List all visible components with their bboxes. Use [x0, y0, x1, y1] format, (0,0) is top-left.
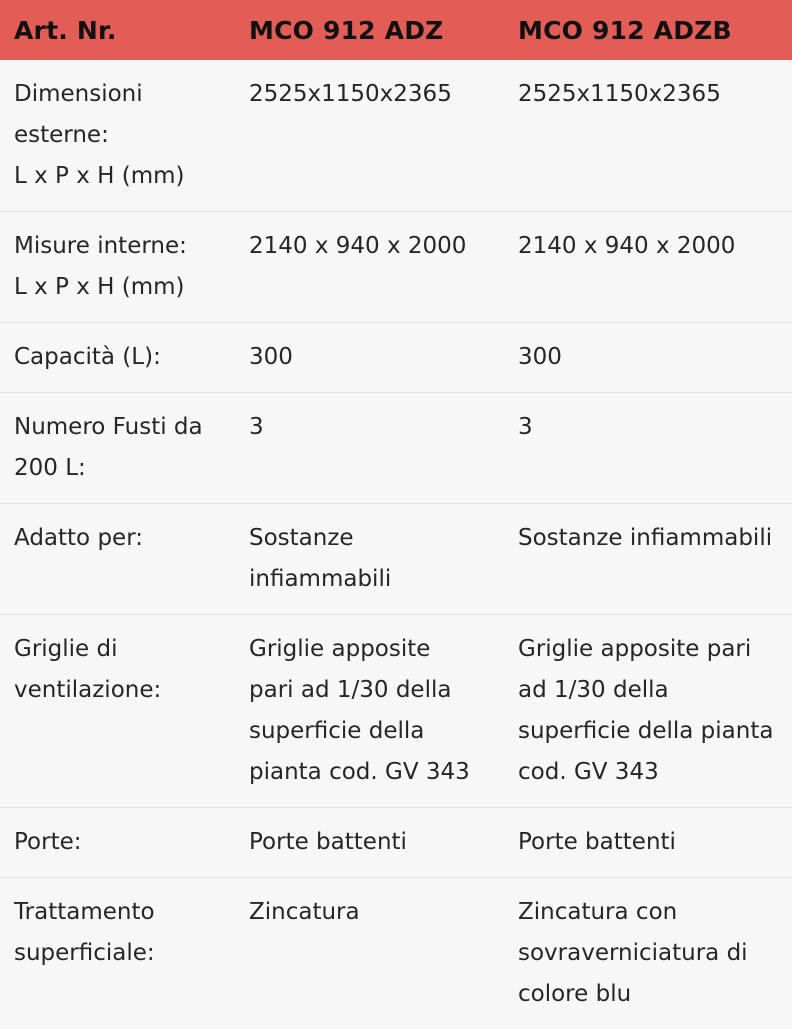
adzb-value-line: Porte battenti	[518, 822, 788, 863]
adz-value-line: Griglie apposite	[249, 629, 500, 670]
adzb-value-line: Zincatura con	[518, 892, 788, 933]
row-label-line: esterne:	[14, 115, 231, 156]
header-art-nr: Art. Nr.	[0, 0, 235, 60]
row-label-line: ventilazione:	[14, 670, 231, 711]
adzb-value	[504, 615, 792, 808]
adz-value-line: pari ad 1/30 della	[249, 670, 500, 711]
adzb-value	[504, 393, 792, 504]
adz-value-line: Sostanze	[249, 518, 500, 559]
table-row	[0, 212, 792, 323]
table-row	[0, 615, 792, 808]
row-label	[0, 60, 235, 212]
adz-value-line: 300	[249, 337, 500, 378]
row-label	[0, 808, 235, 878]
row-label-line: Porte:	[14, 822, 231, 863]
row-label-line: Griglie di	[14, 629, 231, 670]
table-row	[0, 504, 792, 615]
adzb-value-line: 300	[518, 337, 788, 378]
row-label-line: Adatto per:	[14, 518, 231, 559]
table-header	[0, 0, 792, 60]
adz-value	[235, 878, 504, 1029]
adz-value-line: Porte battenti	[249, 822, 500, 863]
table-row	[0, 393, 792, 504]
row-label-line: Numero Fusti da	[14, 407, 231, 448]
row-label-line: Trattamento	[14, 892, 231, 933]
row-label	[0, 504, 235, 615]
table-row	[0, 878, 792, 1029]
adz-value-line: 2140 x 940 x 2000	[249, 226, 500, 267]
header-mco-912-adzb: MCO 912 ADZB	[504, 0, 792, 60]
row-label-line: L x P x H (mm)	[14, 267, 231, 308]
table-row	[0, 60, 792, 212]
adzb-value-line: 2140 x 940 x 2000	[518, 226, 788, 267]
adzb-value-line: cod. GV 343	[518, 752, 788, 793]
adz-value	[235, 615, 504, 808]
adz-value-line: superficie della	[249, 711, 500, 752]
adz-value	[235, 393, 504, 504]
row-label	[0, 615, 235, 808]
row-label-line: L x P x H (mm)	[14, 156, 231, 197]
adz-value	[235, 323, 504, 393]
row-label	[0, 878, 235, 1029]
adzb-value-line: Sostanze infiammabili	[518, 518, 788, 559]
table-row	[0, 323, 792, 393]
adzb-value-line: 2525x1150x2365	[518, 74, 788, 115]
table-row	[0, 808, 792, 878]
adzb-value	[504, 504, 792, 615]
adzb-value	[504, 323, 792, 393]
header-row	[0, 0, 792, 60]
adz-value	[235, 504, 504, 615]
adz-value	[235, 212, 504, 323]
adzb-value-line: superficie della pianta	[518, 711, 788, 752]
row-label	[0, 393, 235, 504]
row-label-line: Capacità (L):	[14, 337, 231, 378]
adzb-value-line: Griglie apposite pari	[518, 629, 788, 670]
table-body	[0, 60, 792, 1029]
adz-value	[235, 808, 504, 878]
row-label-line: Dimensioni	[14, 74, 231, 115]
adz-value-line: pianta cod. GV 343	[249, 752, 500, 793]
adz-value-line: 2525x1150x2365	[249, 74, 500, 115]
row-label-line: superficiale:	[14, 933, 231, 974]
row-label	[0, 323, 235, 393]
row-label-line: Misure interne:	[14, 226, 231, 267]
adz-value	[235, 60, 504, 212]
adzb-value	[504, 878, 792, 1029]
adzb-value-line: ad 1/30 della	[518, 670, 788, 711]
adz-value-line: Zincatura	[249, 892, 500, 933]
row-label	[0, 212, 235, 323]
adz-value-line: 3	[249, 407, 500, 448]
adzb-value-line: colore blu	[518, 974, 788, 1015]
adzb-value	[504, 808, 792, 878]
adz-value-line: infiammabili	[249, 559, 500, 600]
adzb-value	[504, 212, 792, 323]
adzb-value	[504, 60, 792, 212]
adzb-value-line: sovraverniciatura di	[518, 933, 788, 974]
adzb-value-line: 3	[518, 407, 788, 448]
header-mco-912-adz: MCO 912 ADZ	[235, 0, 504, 60]
row-label-line: 200 L:	[14, 448, 231, 489]
